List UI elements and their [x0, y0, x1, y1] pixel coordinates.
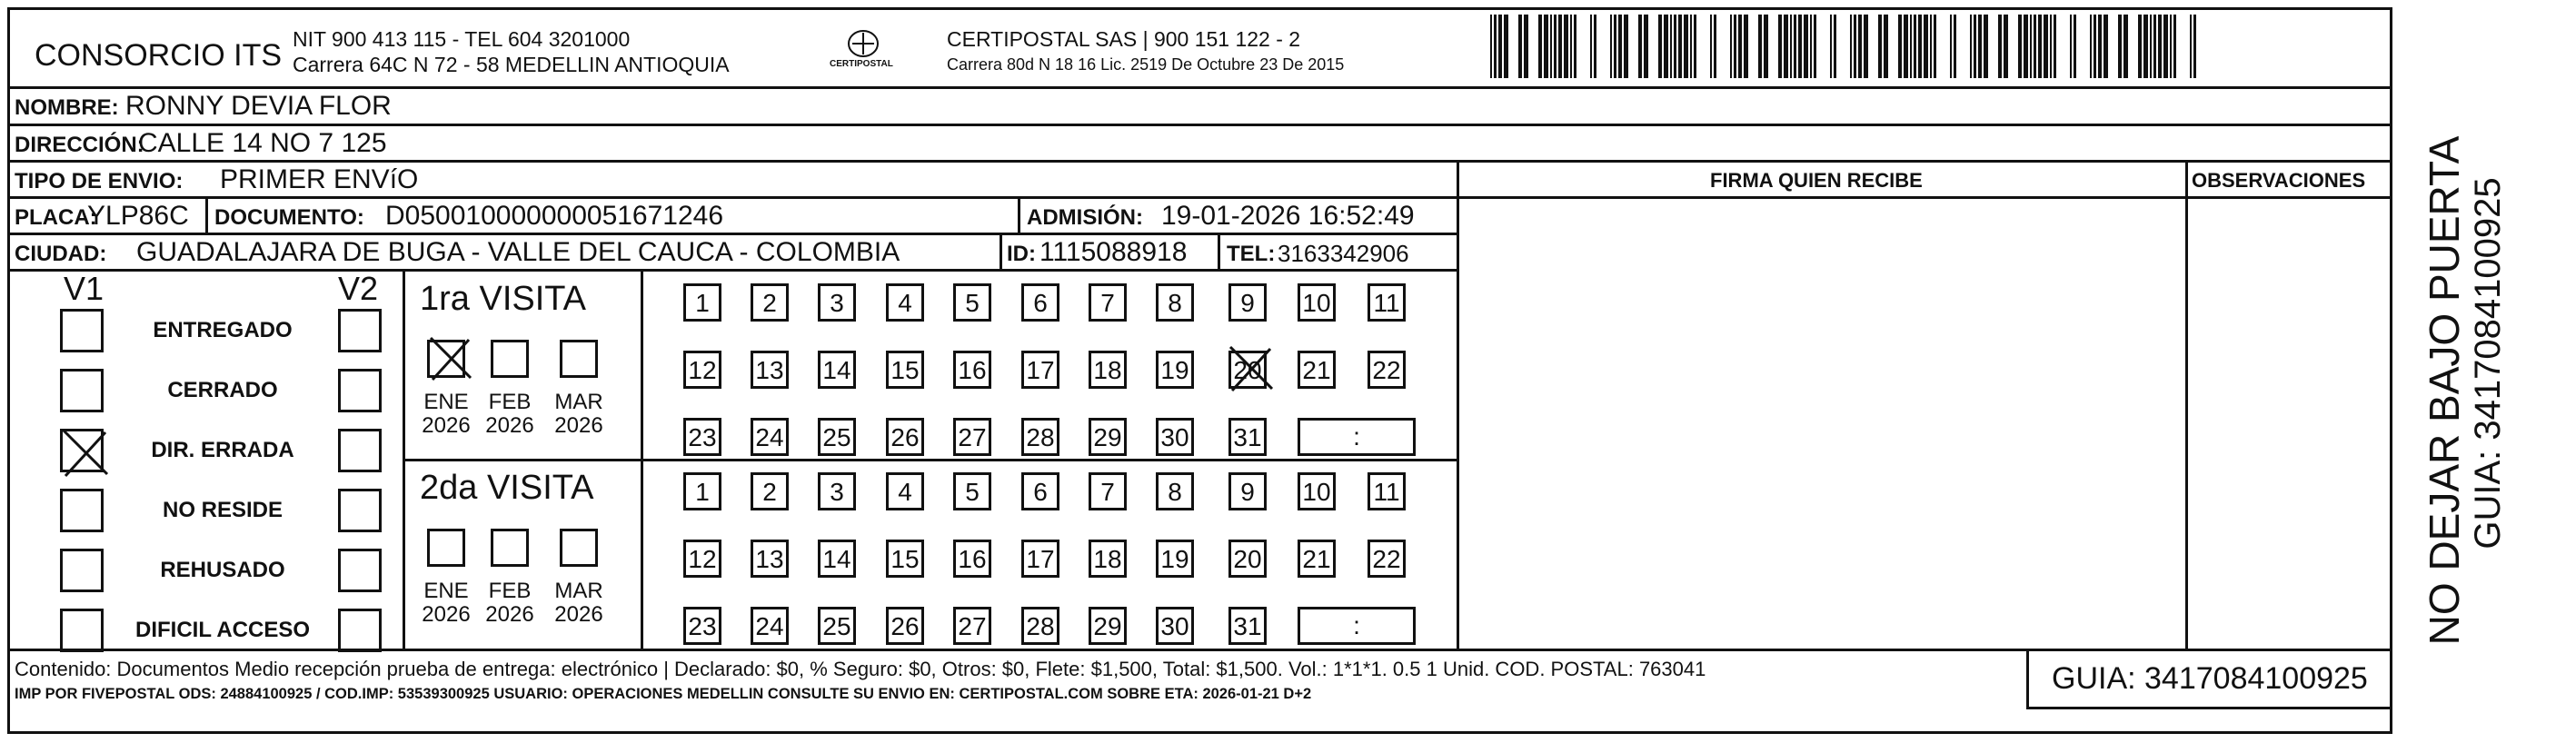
- v1-checkmark-icon: [60, 429, 109, 478]
- side-guia: GUIA: 3417084100925: [2468, 177, 2508, 550]
- day-box: 18: [1089, 351, 1127, 389]
- day-box: 14: [818, 351, 856, 389]
- month-label: MAR 2026: [554, 390, 603, 439]
- month-checkmark-icon: [427, 336, 472, 381]
- day-box: 16: [953, 540, 991, 578]
- day-box: 22: [1368, 540, 1406, 578]
- day-box: 6: [1021, 283, 1059, 322]
- day-box: 18: [1089, 540, 1127, 578]
- day-box: 28: [1021, 418, 1059, 456]
- day-box: 22: [1368, 351, 1406, 389]
- footer-guia: GUIA: 3417084100925: [2052, 661, 2368, 696]
- admision-label: ADMISIÓN:: [1027, 205, 1143, 230]
- day-box: 4: [886, 283, 924, 322]
- tipo-envio-label: TIPO DE ENVIO:: [15, 169, 184, 193]
- footer-contents: Contenido: Documentos Medio recepción prueba de entrega: electrónico | Declarado: $0, % Seguro: $0, Otros: $0, Flete: $1,500, Total: $1,500. Vol.: 1*1*1. 0.5 1 Unid. COD. POSTAL: 763041: [15, 658, 1706, 680]
- day-box: 28: [1021, 607, 1059, 645]
- day-box: 3: [818, 283, 856, 322]
- v2-checkbox-5: [338, 609, 382, 652]
- day-box: 31: [1228, 607, 1267, 645]
- no-dejar-bajo-puerta: NO DEJAR BAJO PUERTA: [2421, 135, 2468, 646]
- day-box: 3: [818, 472, 856, 510]
- v1-checkbox-1: [60, 369, 104, 412]
- v2-checkbox-1: [338, 369, 382, 412]
- month-label: MAR 2026: [554, 579, 603, 628]
- v2-checkbox-2: [338, 429, 382, 472]
- day-box: 7: [1089, 283, 1127, 322]
- v1-checkbox-4: [60, 549, 104, 592]
- day-box: 30: [1156, 607, 1194, 645]
- day-box: 8: [1156, 472, 1194, 510]
- day-box: 19: [1156, 540, 1194, 578]
- day-box: 10: [1298, 283, 1336, 322]
- day-box: 20: [1228, 540, 1267, 578]
- month-label: FEB 2026: [485, 579, 534, 628]
- documento-label: DOCUMENTO:: [214, 205, 364, 230]
- firma-header: FIRMA QUIEN RECIBE: [1710, 169, 1923, 192]
- month-checkbox: [427, 529, 465, 567]
- day-box: 12: [683, 540, 721, 578]
- day-box: 27: [953, 418, 991, 456]
- day-box: 6: [1021, 472, 1059, 510]
- status-label: DIFICIL ACCESO: [134, 618, 310, 642]
- day-box: 12: [683, 351, 721, 389]
- day-box: 29: [1089, 607, 1127, 645]
- month-checkbox: [491, 340, 529, 378]
- carrier-info: CERTIPOSTAL SAS | 900 151 122 - 2: [947, 27, 1301, 51]
- nombre-value: RONNY DEVIA FLOR: [125, 91, 392, 121]
- status-label: REHUSADO: [160, 558, 285, 582]
- month-label: FEB 2026: [485, 390, 534, 439]
- day-box: 9: [1228, 283, 1267, 322]
- day-box: 17: [1021, 540, 1059, 578]
- day-box: 2: [751, 283, 789, 322]
- footer-print-info: IMP POR FIVEPOSTAL ODS: 24884100925 / COD.IMP: 53539300925 USUARIO: OPERACIONES MEDELLIN CONSULTE SU ENVIO EN: CERTIPOSTAL.COM SOBRE ETA: 2026-01-21 D+2: [15, 686, 1312, 702]
- company-name: CONSORCIO ITS: [35, 38, 283, 73]
- day-box: 15: [886, 540, 924, 578]
- v1-checkbox-3: [60, 489, 104, 532]
- barcode: [1490, 15, 2217, 78]
- day-box: 5: [953, 472, 991, 510]
- day-box: 2: [751, 472, 789, 510]
- day-box: 8: [1156, 283, 1194, 322]
- day-box: 10: [1298, 472, 1336, 510]
- time-box: :: [1298, 418, 1416, 456]
- visit-1-title: 1ra VISITA: [420, 280, 587, 318]
- status-label: CERRADO: [167, 378, 278, 402]
- company-address: Carrera 64C N 72 - 58 MEDELLIN ANTIOQUIA: [293, 53, 730, 76]
- day-box: 25: [818, 418, 856, 456]
- day-box: 20: [1228, 351, 1267, 389]
- month-label: ENE 2026: [422, 390, 471, 439]
- id-label: ID:: [1007, 242, 1036, 266]
- day-box: 30: [1156, 418, 1194, 456]
- day-box: 25: [818, 607, 856, 645]
- day-box: 26: [886, 607, 924, 645]
- direccion-value: CALLE 14 NO 7 125: [138, 128, 387, 158]
- day-box: 24: [751, 418, 789, 456]
- id-value: 1115088918: [1039, 237, 1188, 267]
- time-box: :: [1298, 607, 1416, 645]
- status-label: NO RESIDE: [162, 498, 283, 522]
- placa-value: YLP86C: [87, 201, 189, 231]
- day-box: 19: [1156, 351, 1194, 389]
- placa-label: PLACA:: [15, 205, 97, 230]
- day-box: 13: [751, 351, 789, 389]
- day-box: 4: [886, 472, 924, 510]
- tel-value: 3163342906: [1278, 240, 1409, 267]
- day-box: 24: [751, 607, 789, 645]
- company-nit: NIT 900 413 115 - TEL 604 3201000: [293, 27, 631, 51]
- day-box: 5: [953, 283, 991, 322]
- observaciones-header: OBSERVACIONES: [2192, 169, 2366, 192]
- v1-checkbox-0: [60, 309, 104, 352]
- day-checkmark-icon: [1227, 345, 1274, 392]
- status-label: ENTREGADO: [153, 318, 293, 342]
- month-checkbox: [491, 529, 529, 567]
- day-box: 7: [1089, 472, 1127, 510]
- direccion-label: DIRECCIÓN:: [15, 133, 144, 157]
- v1-header: V1: [64, 270, 104, 307]
- v2-header: V2: [338, 270, 379, 307]
- day-box: 21: [1298, 351, 1336, 389]
- day-box: 16: [953, 351, 991, 389]
- day-box: 23: [683, 607, 721, 645]
- day-box: 11: [1368, 472, 1406, 510]
- day-box: 31: [1228, 418, 1267, 456]
- month-checkbox: [560, 340, 598, 378]
- day-box: 14: [818, 540, 856, 578]
- ciudad-label: CIUDAD:: [15, 242, 107, 266]
- tipo-envio-value: PRIMER ENVíO: [220, 164, 419, 194]
- day-box: 9: [1228, 472, 1267, 510]
- day-box: 13: [751, 540, 789, 578]
- day-box: 26: [886, 418, 924, 456]
- day-box: 21: [1298, 540, 1336, 578]
- day-box: 17: [1021, 351, 1059, 389]
- day-box: 1: [683, 472, 721, 510]
- month-checkbox: [560, 529, 598, 567]
- ciudad-value: GUADALAJARA DE BUGA - VALLE DEL CAUCA - COLOMBIA: [136, 237, 900, 267]
- v2-checkbox-0: [338, 309, 382, 352]
- day-box: 1: [683, 283, 721, 322]
- day-box: 15: [886, 351, 924, 389]
- certipostal-logo-icon: [822, 25, 904, 78]
- day-box: 11: [1368, 283, 1406, 322]
- nombre-label: NOMBRE:: [15, 95, 119, 120]
- v2-checkbox-4: [338, 549, 382, 592]
- documento-value: D050010000000051671246: [385, 201, 724, 231]
- admision-value: 19-01-2026 16:52:49: [1161, 201, 1415, 231]
- v1-checkbox-5: [60, 609, 104, 652]
- carrier-address: Carrera 80d N 18 16 Lic. 2519 De Octubre 23 De 2015: [947, 55, 1345, 74]
- day-box: 27: [953, 607, 991, 645]
- status-label: DIR. ERRADA: [151, 438, 294, 462]
- month-label: ENE 2026: [422, 579, 471, 628]
- day-box: 29: [1089, 418, 1127, 456]
- certipostal-logo-text: CERTIPOSTAL: [830, 59, 893, 69]
- tel-label: TEL:: [1227, 242, 1276, 266]
- v2-checkbox-3: [338, 489, 382, 532]
- visit-2-title: 2da VISITA: [420, 469, 594, 507]
- day-box: 23: [683, 418, 721, 456]
